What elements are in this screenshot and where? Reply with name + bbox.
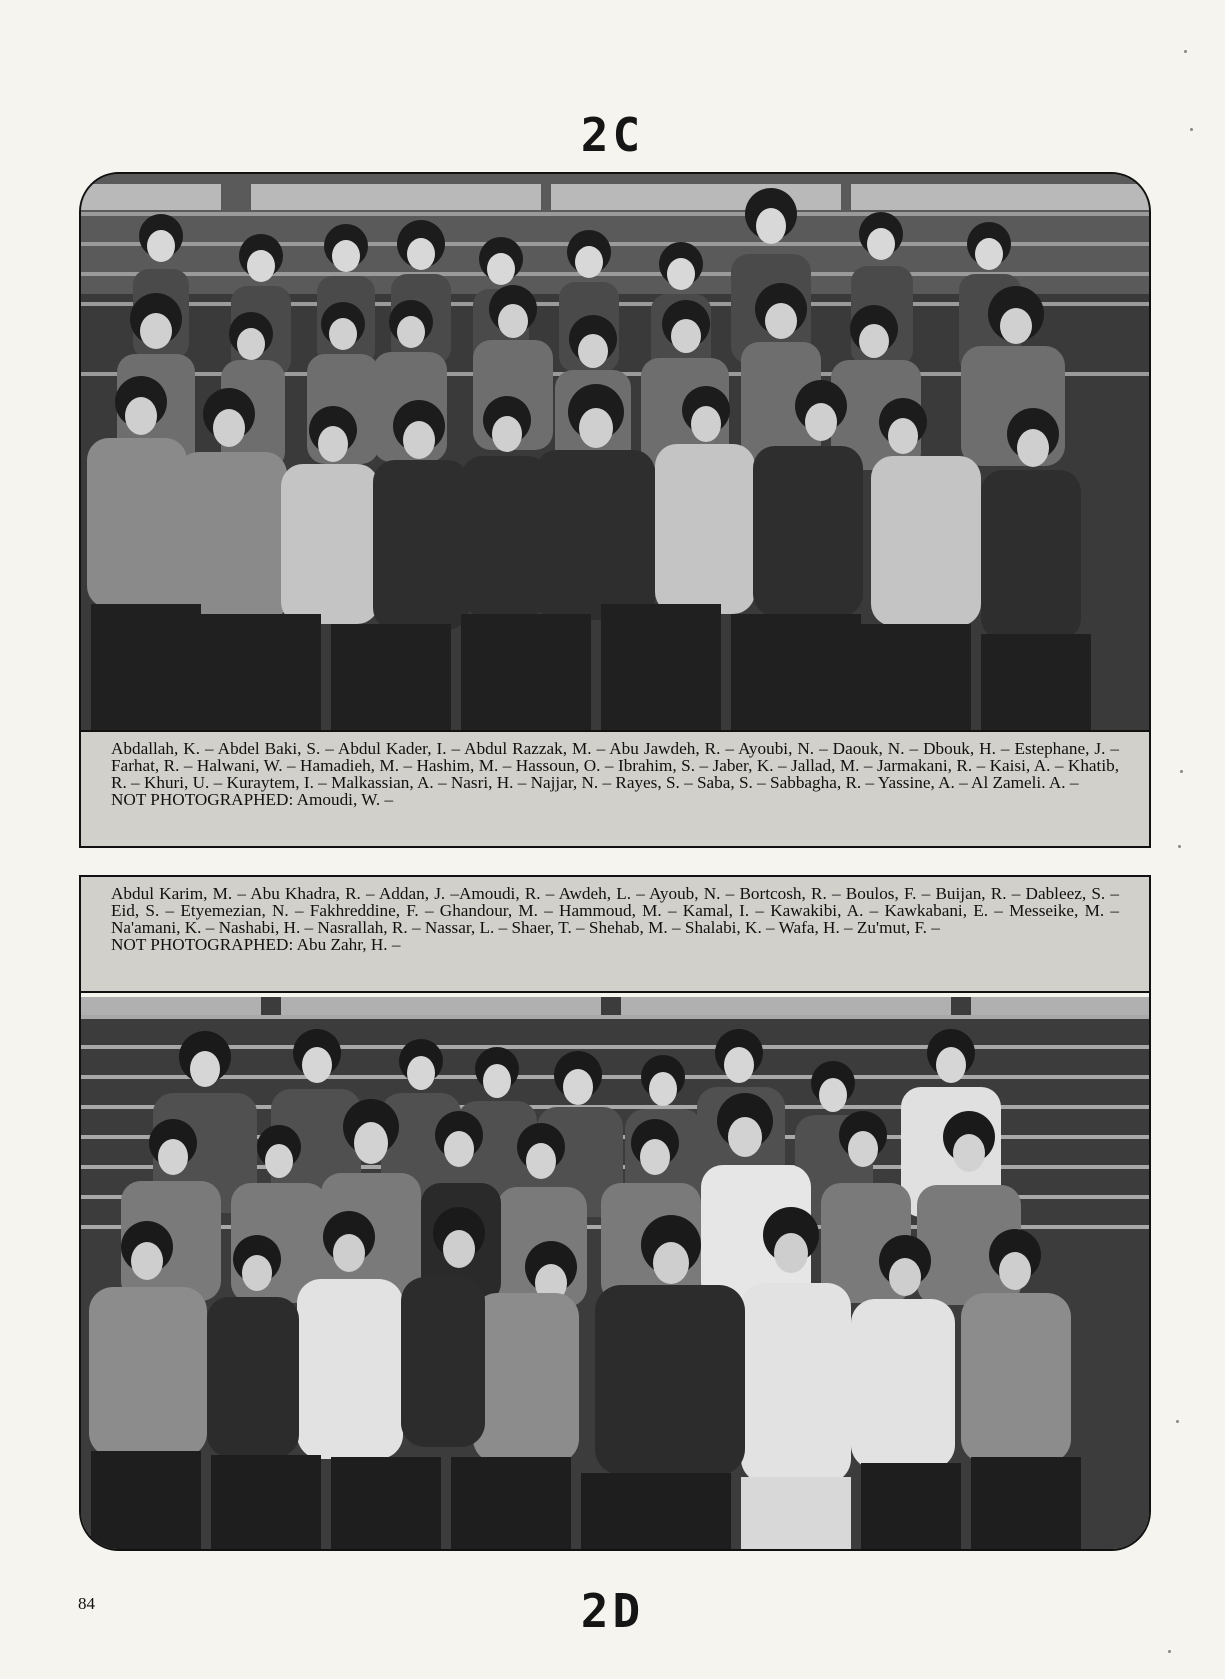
paper-speck [1190, 128, 1193, 131]
class-2c-not-photographed: Amoudi, W. – [296, 790, 394, 809]
class-title-2c: 2C [580, 108, 645, 162]
class-2d-photo-image [81, 997, 1149, 1549]
class-2d-not-photographed: Abu Zahr, H. – [296, 935, 401, 954]
class-title-2d: 2D [580, 1584, 645, 1638]
class-2c-name-list [81, 730, 1149, 846]
class-2c-group-photo [81, 174, 1149, 730]
class-2d-panel [79, 875, 1151, 1551]
class-2d-not-photographed-label: NOT PHOTOGRAPHED: [111, 935, 294, 954]
paper-speck [1178, 845, 1181, 848]
page-number: 84 [78, 1594, 95, 1613]
paper-speck [1184, 50, 1187, 53]
class-2c-not-photographed-label: NOT PHOTOGRAPHED: [111, 790, 294, 809]
class-2c-panel [79, 172, 1151, 848]
class-2d-names: Abdul Karim, M. – Abu Khadra, R. – Addan, J. –Amoudi, R. – Awdeh, L. – Ayoub, N. – Bortcosh, R. – Boulos, F. – Buijan, R. – Dableez, S. – Eid, S. – Etyemezian, N. – Fakhreddine, F. – Ghandour, M. – Hammoud, M. – Kamal, I. – Kawakibi, A. – Kawkabani, E. – Messeike, M. – Na'amani, K. – Nashabi, H. – Nasrallah, R. – Nassar, L. – Shaer, T. – Shehab, M. – Shalabi, K. – Wafa, H. – Zu'mut, F. – [111, 884, 1119, 937]
class-2d-name-list [81, 877, 1149, 993]
paper-speck [1168, 1650, 1171, 1653]
paper-speck [1176, 1420, 1179, 1423]
class-2d-group-photo [81, 997, 1149, 1549]
class-2c-names: Abdallah, K. – Abdel Baki, S. – Abdul Kader, I. – Abdul Razzak, M. – Abu Jawdeh, R. – Ayoubi, N. – Daouk, N. – Dbouk, H. – Estephane, J. – Farhat, R. – Halwani, W. – Hamadieh, M. – Hashim, M. – Hassoun, O. – Ibrahim, S. – Jaber, K. – Jallad, M. – Jarmakani, R. – Kaisi, A. – Khatib, R. – Khuri, U. – Kuraytem, I. – Malkassian, A. – Nasri, H. – Najjar, N. – Rayes, S. – Saba, S. – Sabbagha, R. – Yassine, A. – Al Zameli. A. – [111, 739, 1119, 792]
class-2c-photo-image [81, 174, 1149, 730]
paper-speck [1180, 770, 1183, 773]
